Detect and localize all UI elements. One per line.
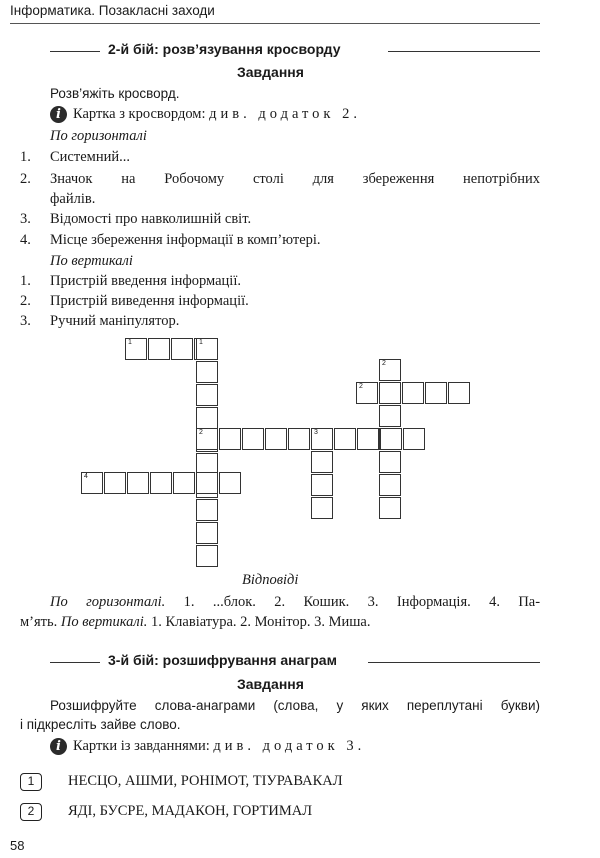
- answers-title: Відповіді: [242, 572, 299, 588]
- crossword-cell: [379, 359, 401, 381]
- clue-text: Відомості про навколишній світ.: [50, 211, 252, 227]
- crossword-cell: [196, 361, 218, 383]
- crossword-cell: [379, 382, 401, 404]
- crossword-cell: [125, 338, 147, 360]
- clue-number: 1.: [20, 149, 31, 165]
- crossword-clue-number: 4: [84, 473, 88, 480]
- card-number-box: 2: [20, 803, 42, 821]
- clue-text: Системний...: [50, 149, 130, 165]
- crossword-cell: [171, 338, 193, 360]
- crossword-cell: [148, 338, 170, 360]
- crossword-cell: [425, 382, 447, 404]
- crossword-cell: [311, 428, 333, 450]
- clue-number: 3.: [20, 313, 31, 329]
- clue-number: 2.: [20, 293, 31, 309]
- task-text-cont: і підкресліть зайве слово.: [20, 717, 181, 732]
- crossword-cell: [196, 338, 218, 360]
- card-reference: [73, 738, 365, 755]
- clue-number: 4.: [20, 232, 31, 248]
- running-header: Інформатика. Позакласні заходи: [10, 3, 215, 18]
- anagram-text: НЕСЦО, АШМИ, РОНІМОТ, ТІУРАВАКАЛ: [68, 773, 343, 789]
- answers-line-2: [20, 614, 371, 631]
- answers-v-label: По вертикалі.: [60, 614, 148, 630]
- crossword-clue-number: 2: [359, 383, 363, 390]
- task-title: Завдання: [237, 676, 304, 692]
- task-title: Завдання: [237, 64, 304, 80]
- crossword-cell: [403, 428, 425, 450]
- page-number: 58: [10, 838, 25, 853]
- crossword-cell: [357, 428, 379, 450]
- crossword-clue-number: 3: [314, 429, 318, 436]
- answer: 1. Клавіатура.: [151, 614, 237, 630]
- section-3-heading-text: 3-й бій: розшифрування анаграм: [108, 652, 337, 668]
- section-2-heading-text: 2-й бій: розв’язування кросворду: [108, 41, 341, 57]
- crossword-cell: [196, 545, 218, 567]
- crossword-cell: [379, 405, 401, 427]
- crossword-cell: [104, 472, 126, 494]
- section-3-heading: [50, 652, 540, 672]
- info-icon: i: [50, 106, 67, 123]
- crossword-cell: [311, 451, 333, 473]
- crossword-cell: [196, 522, 218, 544]
- card-text: Картки із завданнями:: [73, 738, 210, 754]
- clue-text: Пристрій введення інформації.: [50, 273, 241, 289]
- clue-text: Ручний маніпулятор.: [50, 313, 180, 329]
- answer: 4. Па-: [489, 594, 541, 610]
- info-icon: i: [50, 738, 67, 755]
- answer: 2. Кошик.: [274, 594, 350, 610]
- answer: 3. Миша.: [314, 614, 371, 630]
- answer: 3. Інформація.: [367, 594, 471, 610]
- anagram-text: ЯДІ, БУСРЕ, МАДАКОН, ГОРТИМАЛ: [68, 803, 313, 819]
- crossword-cell: [219, 472, 241, 494]
- crossword-cell: [311, 474, 333, 496]
- divider: [368, 662, 540, 663]
- answers-h-label: По горизонталі.: [50, 594, 166, 610]
- clue-number: 2.: [20, 171, 31, 187]
- card-number-box: 1: [20, 773, 42, 791]
- crossword-cell: [173, 472, 195, 494]
- crossword-cell: [219, 428, 241, 450]
- clue-text: Значок на Робочому столі для збереження непотрібних: [50, 171, 540, 187]
- answer: м’ять.: [20, 614, 58, 630]
- card-text: Картка з кросвордом:: [73, 106, 206, 122]
- clue-number: 3.: [20, 211, 31, 227]
- crossword-clue-number: 1: [128, 339, 132, 346]
- crossword-cell: [288, 428, 310, 450]
- divider: [50, 662, 100, 663]
- crossword-cell: [196, 384, 218, 406]
- crossword-cell: [150, 472, 172, 494]
- crossword-cell: [196, 407, 218, 429]
- clue-text: Місце збереження інформації в комп’ютері.: [50, 232, 321, 248]
- task-text: Розшифруйте слова-анаграми (слова, у яких переплутані букви): [50, 698, 540, 713]
- crossword-cell: [380, 428, 402, 450]
- crossword-cell: [265, 428, 287, 450]
- crossword-cell: [334, 428, 356, 450]
- crossword-cell: [356, 382, 378, 404]
- crossword-cell: [379, 451, 401, 473]
- crossword-clue-number: 2: [382, 360, 386, 367]
- clue-text-cont: файлів.: [50, 191, 96, 207]
- task-text: Розв’яжіть кросворд.: [50, 86, 180, 101]
- crossword-cell: [127, 472, 149, 494]
- card-ref: див. додаток 2.: [209, 106, 361, 122]
- crossword-cell: [448, 382, 470, 404]
- horizontal-title: По горизонталі: [50, 128, 147, 144]
- card-ref: див. додаток 3.: [213, 738, 366, 754]
- crossword-cell: [81, 472, 103, 494]
- crossword-cell: [402, 382, 424, 404]
- crossword-cell: [379, 474, 401, 496]
- answer: 2. Монітор.: [240, 614, 311, 630]
- clue-text: Пристрій виведення інформації.: [50, 293, 249, 309]
- answer: 1. ...блок.: [183, 594, 256, 610]
- crossword-cell: [196, 499, 218, 521]
- crossword-clue-number: 1: [199, 339, 203, 346]
- crossword-clue-number: 2: [199, 429, 203, 436]
- crossword-cell: [379, 497, 401, 519]
- crossword-cell: [242, 428, 264, 450]
- crossword-cell: [311, 497, 333, 519]
- clue-number: 1.: [20, 273, 31, 289]
- answers-line-1: [50, 594, 540, 611]
- crossword-cell: [196, 428, 218, 450]
- vertical-title: По вертикалі: [50, 253, 133, 269]
- crossword-cell: [196, 472, 218, 494]
